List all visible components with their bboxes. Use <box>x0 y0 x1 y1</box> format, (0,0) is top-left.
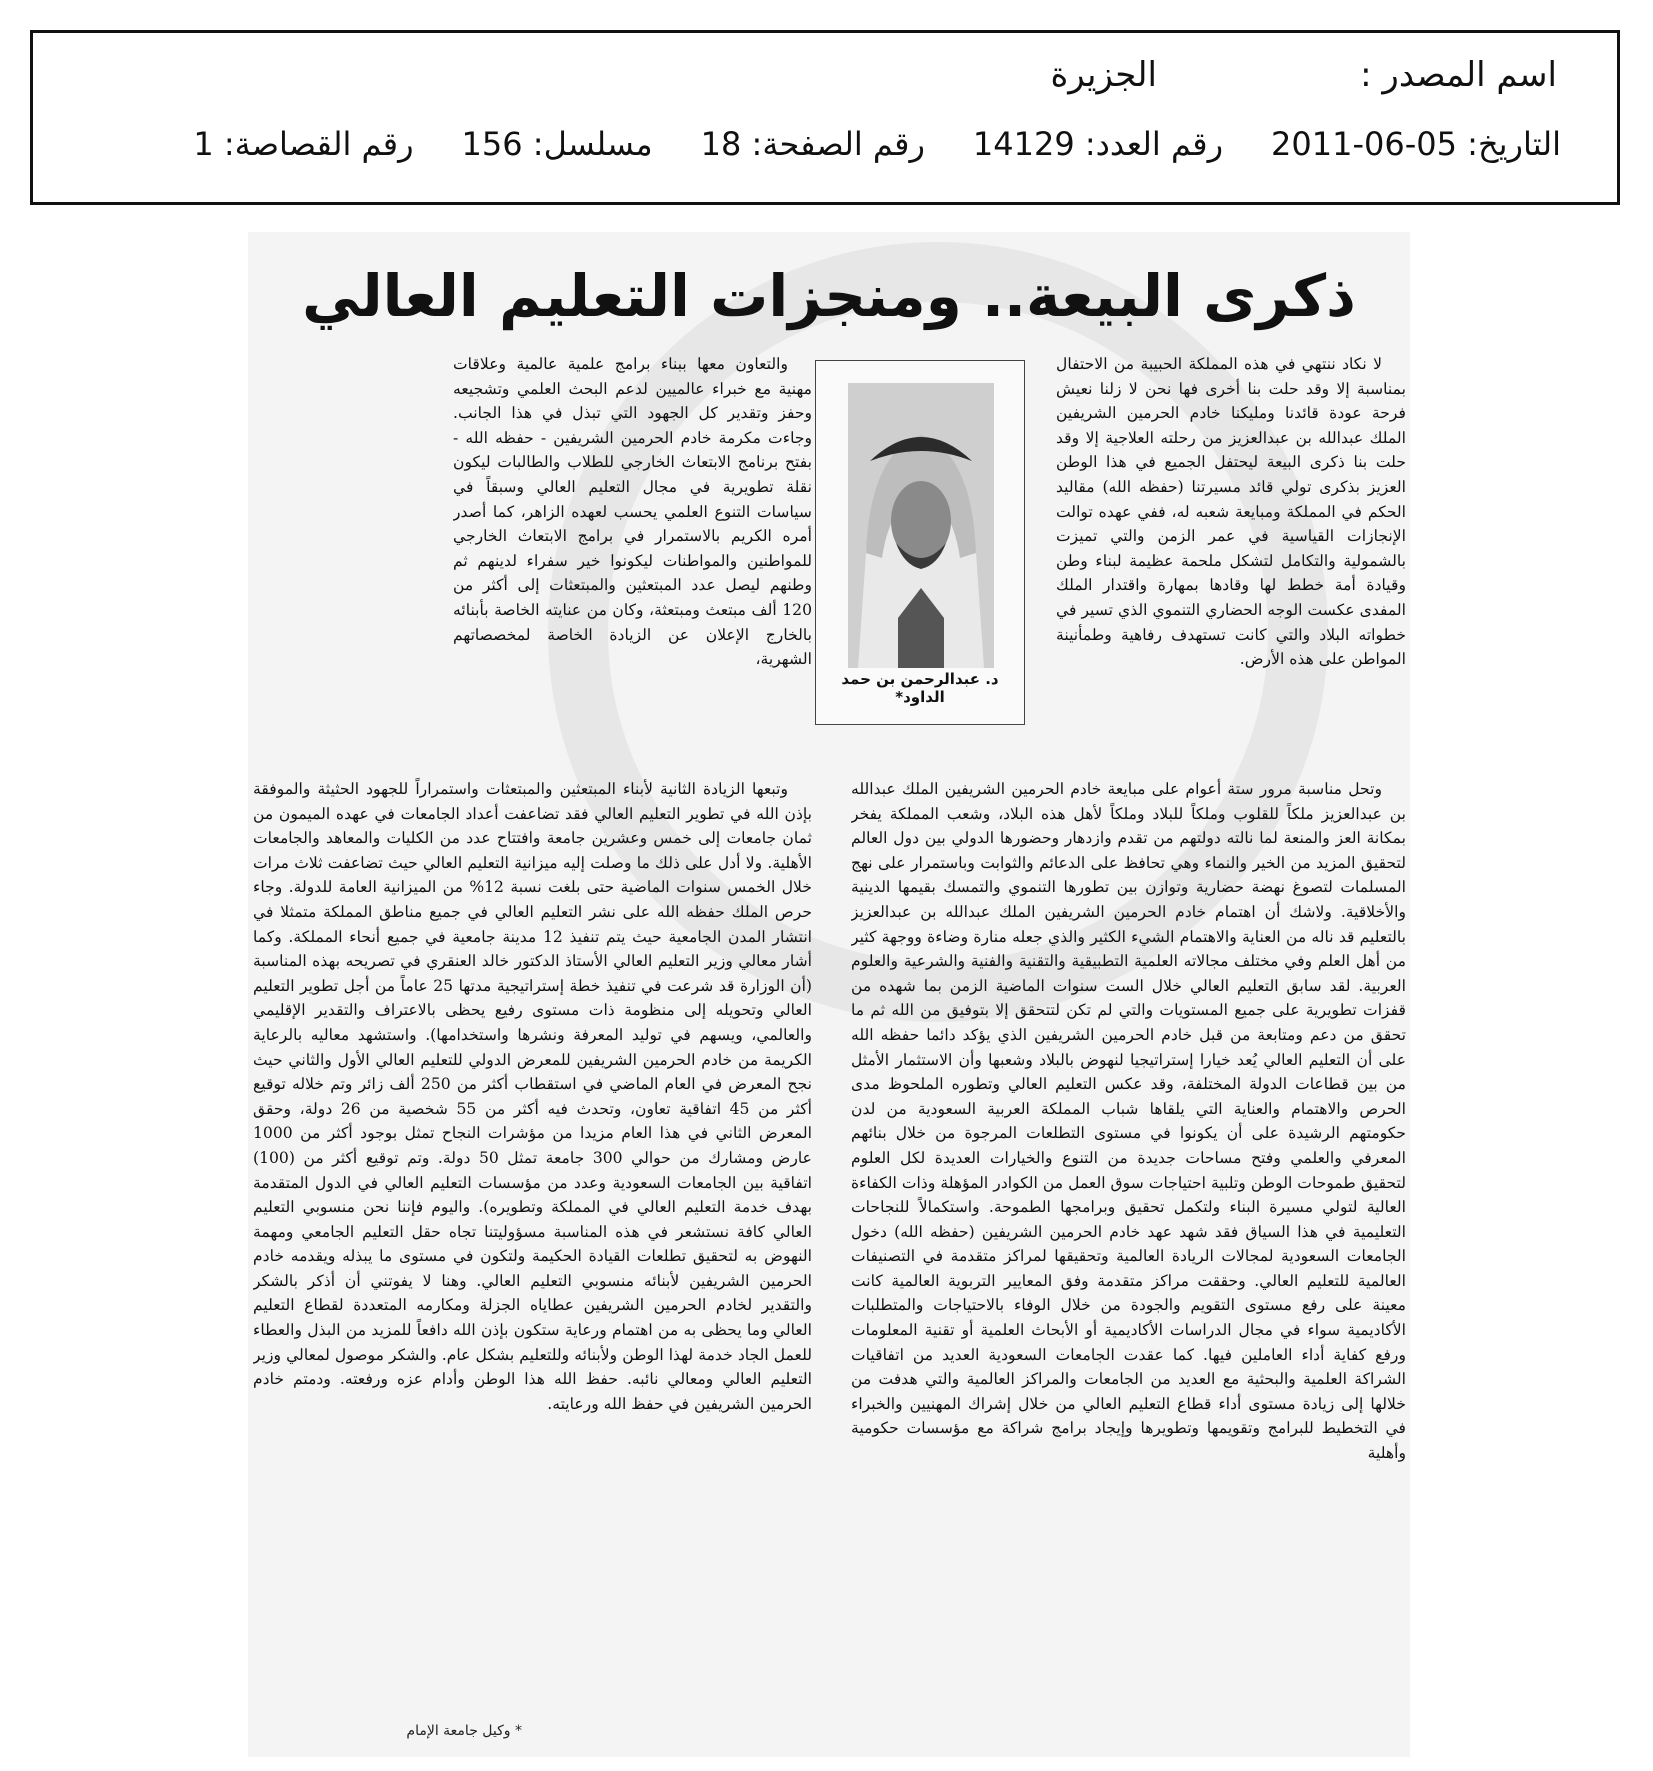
source-row <box>1050 55 1557 95</box>
newspaper-clipping <box>248 232 1410 1757</box>
author-footnote: * وكيل جامعة الإمام <box>406 1723 522 1739</box>
author-caption: د. عبدالرحمن بن حمد الداود* <box>841 670 999 706</box>
clip-number-field: رقم القصاصة: 1 <box>193 125 414 163</box>
paragraph: وتبعها الزيادة الثانية لأبناء المبتعثين والمبتعثات واستمراراً للجهود الحثيثة والموفقة بإذن الله في تطوير التعليم العالي فقد تضاعفت أعداد الجامعات في عهده الميمون من ثمان جامعات إلى خمس وعشرين جامعة وافتتاح عدد من الكليات والمعاهد والجامعات الأهلية. ولا أدل على ذلك ما وصلت إليه ميزانية التعليم العالي حيث تضاعفت ثلاث مرات خلال الخمس سنوات الماضية حتى بلغت نسبة 12% من الميزانية العامة للدولة. وجاء حرص الملك حفظه الله على نشر التعليم العالي في جميع مناطق المملكة متمثلا في انتشار المدن الجامعية حيث يتم تنفيذ 12 مدينة جامعية في جميع أنحاء المملكة. وكما أشار معالي وزير التعليم العالي الأستاذ الدكتور خالد العنقري في تصريحه بهذه المناسبة (أن الوزارة قد شرعت في تنفيذ خطة إستراتيجية مدتها 25 عاماً من أجل تطوير التعليم العالي وتحويله إلى منظومة ذات مستوى رفيع يحظى بالاعتراف والتقدير الإقليمي والعالمي، ويسهم في توليد المعرفة ونشرها واستخدامها). واستشهد معاليه بالرعاية الكريمة من خادم الحرمين الشريفين للمعرض الدولي للتعليم العالي الأول والثاني حيث نجح المعرض في العام الماضي في استقطاب أكثر من 250 ألف زائر وتم خلاله توقيع أكثر من 45 اتفاقية تعاون، وتحدث فيه أكثر من 55 شخصية من 26 دولة، وحقق المعرض الثاني في هذا العام مزيدا من مؤشرات النجاح تمثل بوجود أكثر من 1000 عارض ومشارك من حوالي 300 جامعة تمثل 50 دولة. وتم توقيع أكثر من (100) اتفاقية بين الجامعات السعودية وعدد من مؤسسات التعليم العالي في الدول المتقدمة بهدف خدمة التعليم العالي في المملكة وتطويره). واليوم فإننا نحن منسوبي التعليم العالي كافة نستشعر في هذه المناسبة مسؤوليتنا تجاه حقل التعليم الجامعي ومهمة النهوض به لتحقيق تطلعات القيادة الحكيمة ولتكون في مستوى ما يبذله ويقدمه خادم الحرمين الشريفين لأبنائه منسوبي التعليم العالي. وهنا لا يفوتني أن أذكر بالشكر والتقدير لخادم الحرمين الشريفين عطاياه الجزلة ومكارمه المتعددة لقطاع التعليم العالي وما يحظى به من اهتمام ورعاية ستكون بإذن الله دافعاً للمزيد من البذل والعطاء للعمل الجاد خدمة لهذا الوطن ولأبنائه وللتعليم بشكل عام. والشكر موصول لمعالي وزير التعليم العالي ومعالي نائبه. حفظ الله هذا الوطن وأدام عزه ورفعته. ودمتم خادم الحرمين الشريفين في حفظ الله ورعايته. <box>253 780 812 1413</box>
source-value: الجزيرة <box>1050 55 1157 95</box>
source-label: اسم المصدر : <box>1360 55 1557 95</box>
author-photo-frame <box>815 360 1025 725</box>
serial-field: مسلسل: 156 <box>461 125 653 163</box>
date-field: التاريخ: 05-06-2011 <box>1271 125 1561 163</box>
author-photo <box>848 383 994 668</box>
paragraph: والتعاون معها ببناء برامج علمية عالمية وعلاقات مهنية مع خبراء عالميين لدعم البحث العلمي وتشجيعه وحفز وتقدير كل الجهود التي تبذل في هذا الجانب. وجاءت مكرمة خادم الحرمين الشريفين - حفظه الله - بفتح برنامج الابتعاث الخارجي للطلاب والطالبات ليكون نقلة تطويرية في مجال التعليم العالي وسبقاً في سياسات التنوع العلمي يحسب لعهده الزاهر، كما أصدر أمره الكريم بالاستمرار في برامج الابتعاث الخارجي للمواطنين والمواطنات ليكونوا خير سفراء لدينهم ثم وطنهم ليصل عدد المبتعثين والمبتعثات إلى أكثر من 120 ألف مبتعث ومبتعثة، وكان من عنايته الخاصة بأبنائه بالخارج الإعلان عن الزيادة الخاصة لمخصصاتهم الشهرية، <box>453 355 812 669</box>
article-headline: ذكرى البيعة.. ومنجزات التعليم العالي <box>302 262 1356 330</box>
metadata-row <box>193 125 1561 163</box>
portrait-illustration <box>848 383 994 668</box>
article-column-3 <box>851 777 1406 1752</box>
source-info-box <box>30 30 1620 205</box>
issue-field: رقم العدد: 14129 <box>972 125 1224 163</box>
page-field: رقم الصفحة: 18 <box>700 125 925 163</box>
paragraph: لا نكاد ننتهي في هذه المملكة الحبيبة من الاحتفال بمناسبة إلا وقد حلت بنا أخرى فها نحن لا زلنا نعيش فرحة عودة قائدنا ومليكنا خادم الحرمين الشريفين الملك عبدالله بن عبدالعزيز من رحلته العلاجية إلا وقد حلت بنا ذكرى البيعة ليحتفل الجميع في هذا الوطن العزيز بذكرى تولي قائد مسيرتنا (حفظه الله) مقاليد الحكم في المملكة ومبايعة شعبه له، ففي عهده توالت الإنجازات القياسية في عمر الزمن والتي تميزت بالشمولية والتكامل لتشكل ملحمة عظيمة لبناء وطن وقيادة أمة خطط لها وقادها بمهارة واقتدار الملك المفدى عكست الوجه الحضاري التنموي الذي تسير في خطواته البلاد والتي كانت تستهدف رفاهية وطمأنينة المواطن على هذه الأرض. <box>1056 355 1406 669</box>
paragraph: وتحل مناسبة مرور ستة أعوام على مبايعة خادم الحرمين الشريفين الملك عبدالله بن عبدالعزيز ملكاً للقلوب وملكاً للبلاد وملكاً لأهل هذه البلاد، وشعب المملكة يفخر بمكانة العز والمنعة لما نالته دولتهم من تقدم وازدهار وحضورها الدولي بين دول العالم لتحقيق المزيد من الخير والنماء وهي تحافظ على الدعائم والثوابت وباستمرار على نهج المسلمات لتصوغ نهضة حضارية وتوازن بين تطورها التنموي والتمسك بقيمها الدينية والأخلاقية. ولاشك أن اهتمام خادم الحرمين الشريفين الملك عبدالله بن عبدالعزيز بالتعليم قد ناله من العناية والاهتمام الشيء الكثير والذي جعله منارة وضاءة ووجهة كثير من أهل العلم وفي مختلف مجالاته العلمية التطبيقية والتقنية والفنية والشرعية والعلوم العربية. لقد سابق التعليم العالي خلال الست سنوات الماضية الزمن بما شهده من قفزات تطويرية على جميع المستويات والتي لم تكن لتتحقق إلا بتوفيق من الله ثم ما تحقق من دعم ومتابعة من قبل خادم الحرمين الشريفين الذي يؤكد دائما حفظه الله على أن التعليم العالي يُعد خيارا إستراتيجيا لنهوض بالبلاد وشعبها وأن الاستثمار الأمثل من بين قطاعات الدولة المختلفة، وقد عكس التعليم العالي وتطوره الملحوظ مدى الحرص والاهتمام والعناية التي يلقاها شباب المملكة العربية السعودية من لدن حكومتهم الرشيدة على أن يكونوا في مستوى التطلعات المرجوة من خلال بنائهم المعرفي والعلمي وفتح مساحات جديدة من التنوع والخيارات العديدة لكل العلوم لتحقيق طموحات الوطن وتلبية احتياجات سوق العمل من الكوادر المؤهلة وذات الكفاءة العالية لتولي مسيرة البناء ولتكمل تحقيق وبرامجها الطموحة. واستكمالاً للنجاحات التعليمية في هذا السياق فقد شهد عهد خادم الحرمين الشريفين (حفظه الله) دخول الجامعات السعودية لمجالات الريادة العالمية وتحقيقها لمراكز متقدمة في التصنيفات العالمية للتعليم العالي. وحققت مراكز متقدمة وفق المعايير التربوية العالمية كانت معينة على رفع مستوى التقويم والجودة من خلال الوفاء بالاحتياجات والمتطلبات الأكاديمية سواء في مجال الدراسات الأكاديمية أو الأبحاث العلمية أو تقنية المعلومات ورفع كفاية أداء العاملين فيها. كما عقدت الجامعات السعودية العديد من اتفاقيات الشراكة العلمية والبحثية مع العديد من الجامعات والمراكز العالمية والتي هدفت من خلالها إلى زيادة مستوى أداء قطاع التعليم العالي من خلال إشراك المهنيين والخبراء في التخطيط للبرامج وتقويمها وتطويرها وإيجاد برامج شراكة مع مؤسسات حكومية وأهلية <box>851 780 1406 1463</box>
article-column-1 <box>1056 352 1406 767</box>
article-column-2 <box>453 352 812 762</box>
article-column-4 <box>253 777 812 1732</box>
